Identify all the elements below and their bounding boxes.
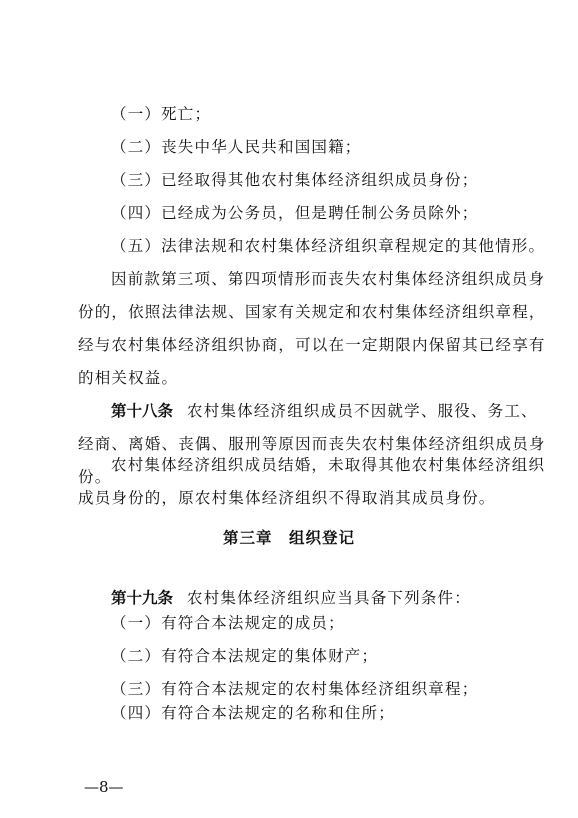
article-text: 农村集体经济组织成员不因就学、服役、务工、: [187, 402, 538, 420]
paragraph-line: 成员身份的，原农村集体经济组织不得取消其成员身份。: [78, 489, 496, 507]
list-item: （四）已经成为公务员，但是聘任制公务员除外；: [111, 204, 479, 222]
list-item: （五）法律法规和农村集体经济组织章程规定的其他情形。: [111, 237, 546, 255]
list-item: （三）已经取得其他农村集体经济组织成员身份；: [111, 171, 479, 189]
chapter-heading: 第三章 组织登记: [222, 529, 355, 547]
paragraph-line: 经与农村集体经济组织协商，可以在一定期限内保留其已经享有: [78, 336, 546, 354]
article-label: 第十八条: [111, 402, 174, 420]
article-19-line: [0, 588, 578, 608]
list-item: （四）有符合本法规定的名称和住所；: [111, 704, 395, 722]
paragraph-line: 因前款第三项、第四项情形而丧失农村集体经济组织成员身: [111, 270, 546, 288]
list-item: （二）丧失中华人民共和国国籍；: [111, 138, 362, 156]
article-18-first-line: [0, 401, 578, 421]
paragraph-line: 农村集体经济组织成员结婚，未取得其他农村集体经济组织: [111, 456, 546, 474]
paragraph-line: 份。: [78, 468, 112, 486]
paragraph-line: 份的，依照法律法规、国家有关规定和农村集体经济组织章程，: [78, 303, 546, 321]
paragraph-line: 经商、离婚、丧偶、服刑等原因而丧失农村集体经济组织成员身: [78, 435, 546, 453]
list-item: （二）有符合本法规定的集体财产；: [111, 647, 379, 665]
page-number: —8—: [84, 778, 124, 796]
paragraph-line: 的相关权益。: [78, 369, 179, 387]
article-label: 第十九条: [111, 589, 174, 607]
list-item: （三）有符合本法规定的农村集体经济组织章程；: [111, 680, 479, 698]
list-item: （一）死亡；: [111, 105, 212, 123]
article-text: 农村集体经济组织应当具备下列条件：: [187, 589, 471, 607]
list-item: （一）有符合本法规定的成员；: [111, 614, 345, 632]
